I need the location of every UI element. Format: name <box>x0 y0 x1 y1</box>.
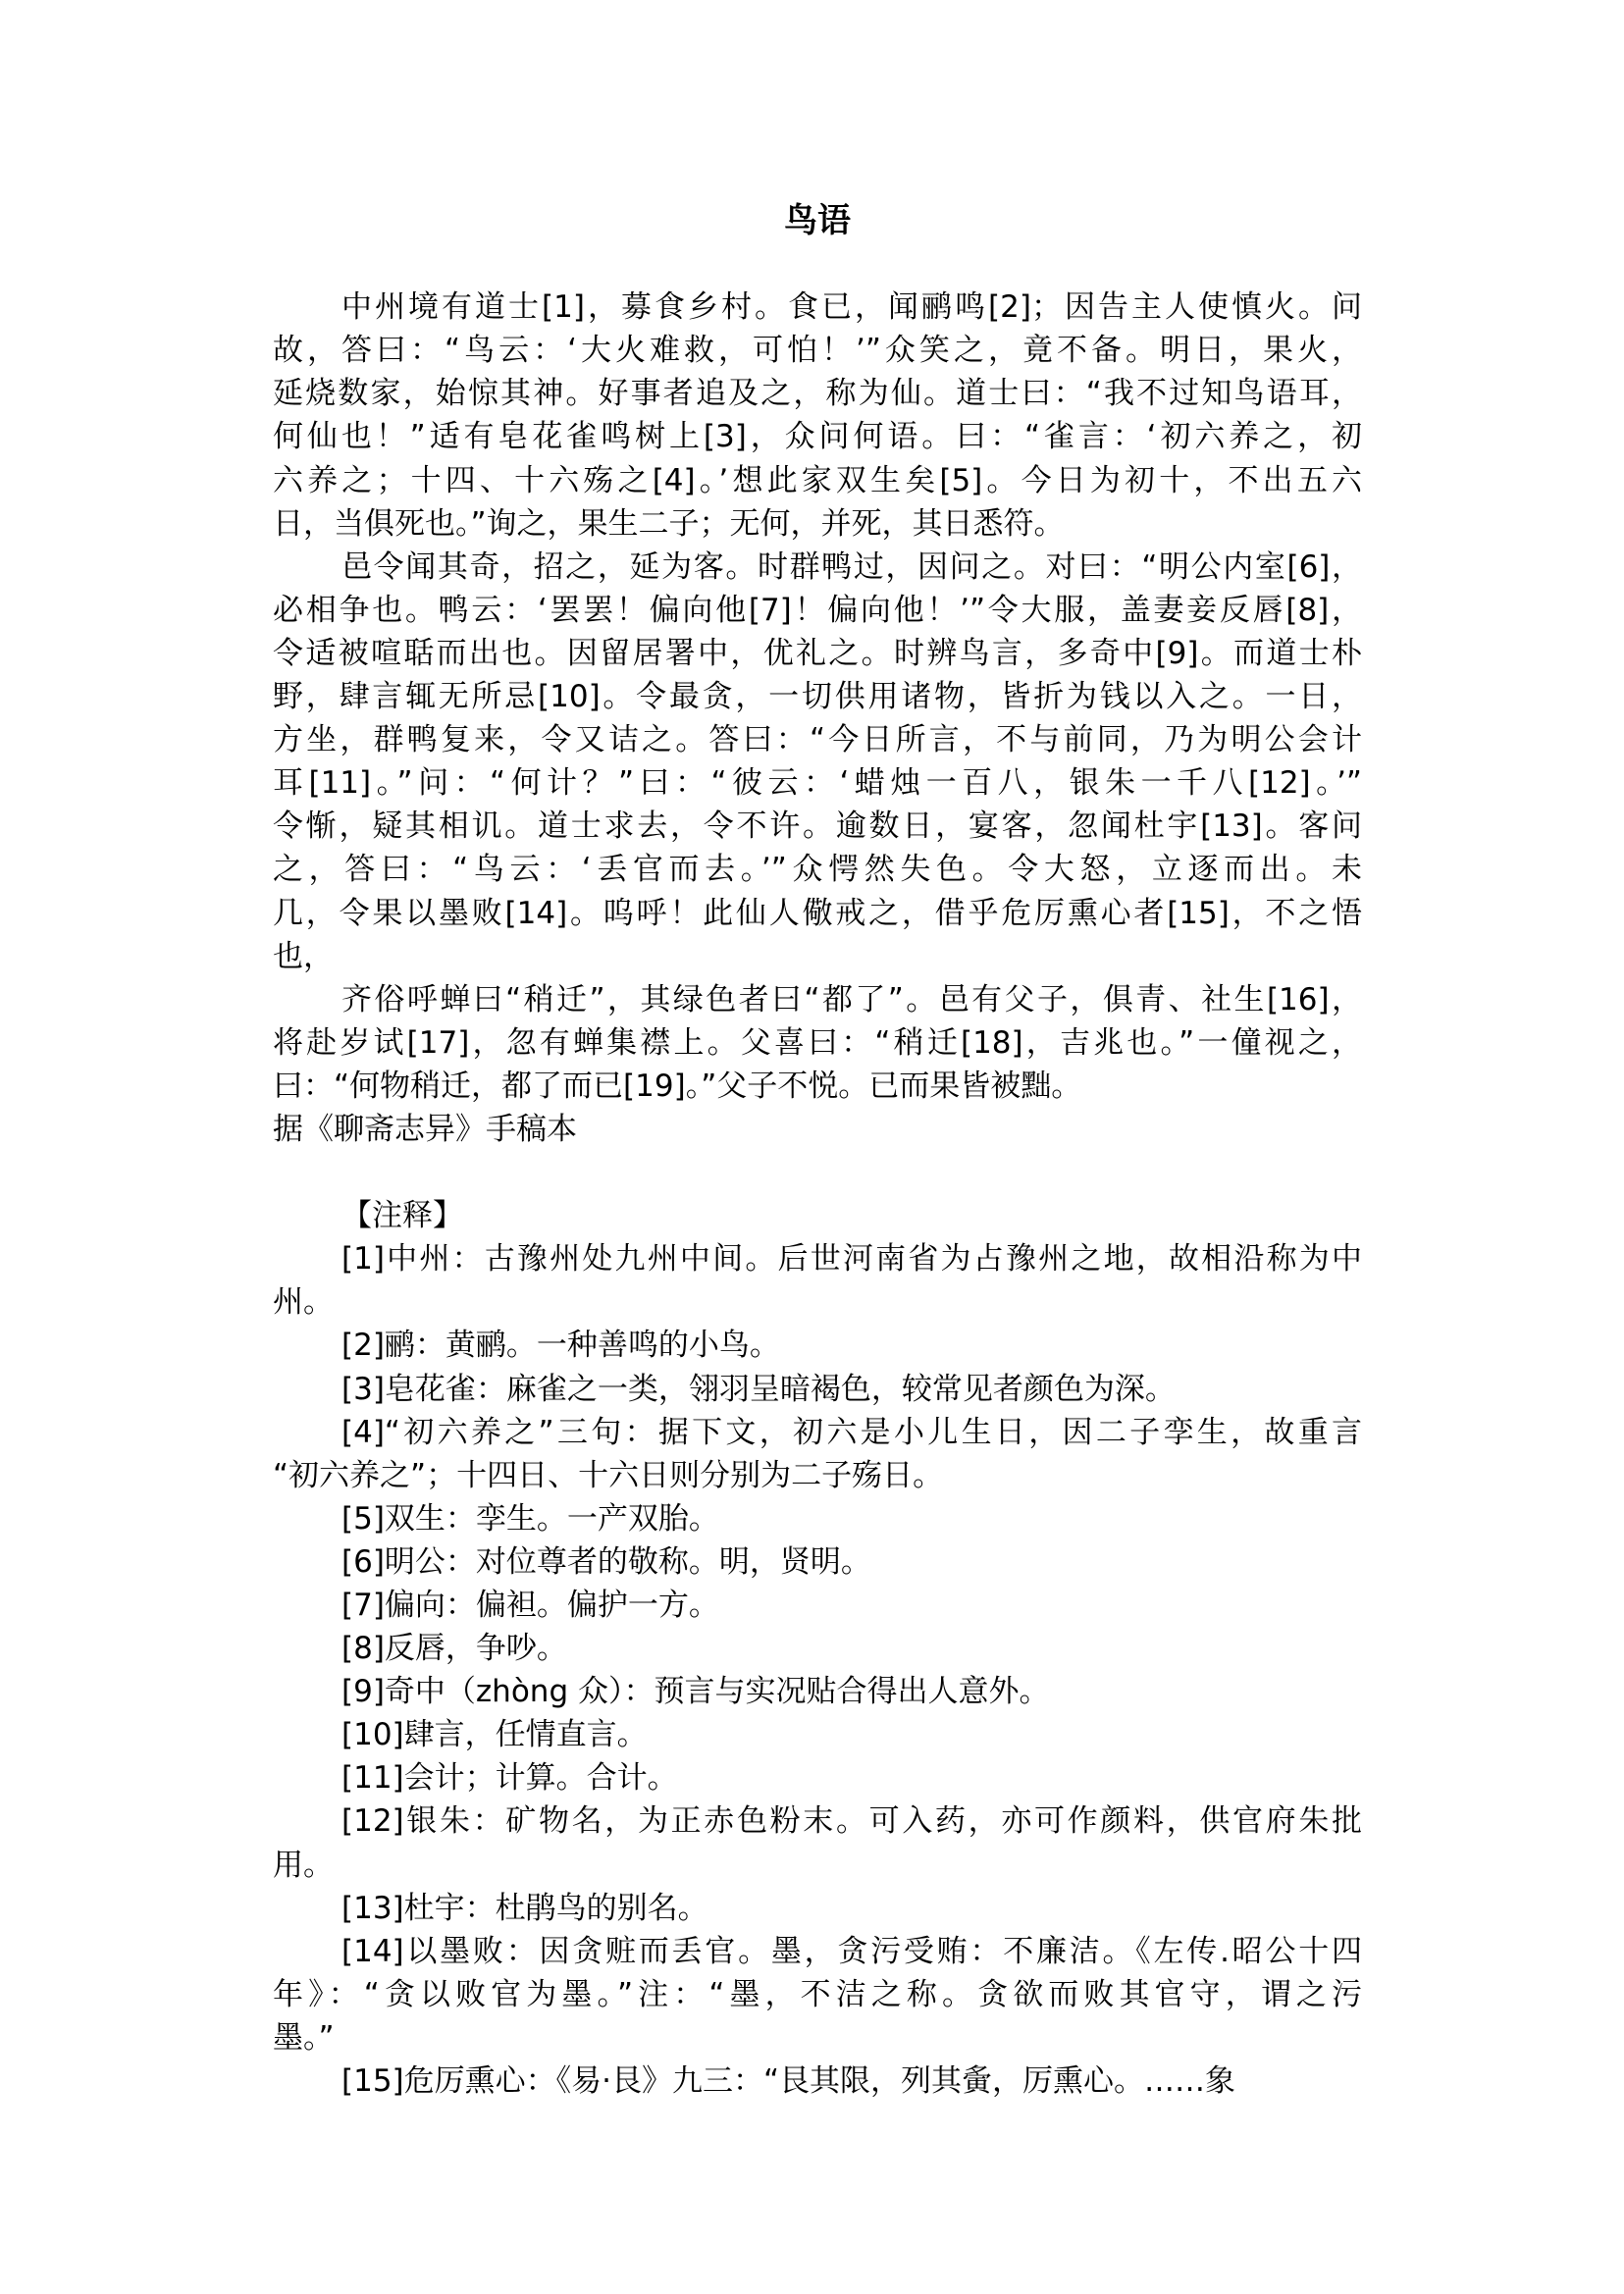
notes-heading: 【注释】 <box>341 1198 463 1234</box>
note-item <box>273 1368 1362 1411</box>
note-line: 州。 <box>273 1284 334 1321</box>
note-line: [1]中州：古豫州处九州中间。后世河南省为占豫州之地，故相沿称为中 <box>341 1241 1362 1277</box>
text-line: 野，肆言辄无所忌[10]。令最贪，一切供用诸物，皆折为钱以入之。一日， <box>273 679 1362 715</box>
note-line: 墨。” <box>273 2019 335 2056</box>
text-line: 将赴岁试[17]，忽有蝉集襟上。父喜曰：“稍迁[18]，吉兆也。”一僮视之， <box>273 1024 1362 1061</box>
text-line: 何仙也！”适有皂花雀鸣树上[3]，众问何语。曰：“雀言：‘初六养之，初 <box>273 419 1362 455</box>
document-content <box>273 199 1362 2103</box>
note-line: “初六养之”；十四日、十六日则分别为二子殇日。 <box>273 1457 944 1493</box>
blank-line <box>273 1151 1362 1194</box>
text-line: 延烧数家，始惊其神。好事者追及之，称为仙。道士曰：“我不过知鸟语耳， <box>273 376 1362 412</box>
text-line: 日，当俱死也。”询之，果生二子；无何，并死，其日悉符。 <box>273 505 1065 542</box>
note-line: 用。 <box>273 1847 334 1883</box>
text-line: 齐俗呼蝉曰“稍迁”，其绿色者曰“都了”。邑有父子，俱青、社生[16]， <box>341 981 1362 1017</box>
note-line: [2]鹂：黄鹂。一种善鸣的小鸟。 <box>341 1328 780 1364</box>
note-item <box>273 1799 1362 1886</box>
text-line: 令适被喧聒而出也。因留居署中，优礼之。时辨鸟言，多奇中[9]。而道士朴 <box>273 635 1362 671</box>
note-item <box>273 2059 1362 2103</box>
note-item <box>273 1584 1362 1627</box>
note-item <box>273 1713 1362 1756</box>
note-item <box>273 1237 1362 1324</box>
text-line: 邑令闻其奇，招之，延为客。时群鸭过，因问之。对曰：“明公内室[6]， <box>341 548 1362 585</box>
note-line: [12]银朱：矿物名，为正赤色粉末。可入药，亦可作颜料，供官府朱批 <box>341 1803 1362 1840</box>
note-item <box>273 1756 1362 1799</box>
paragraph <box>273 286 1362 546</box>
note-line: [9]奇中（zhòng 众）：预言与实况贴合得出人意外。 <box>341 1674 1050 1710</box>
page-title: 鸟语 <box>784 201 851 240</box>
text-line: 耳[11]。”问：“何计？”曰：“彼云：‘蜡烛一百八，银朱一千八[12]。’” <box>273 765 1362 802</box>
note-line: [8]反唇，争吵。 <box>341 1631 567 1667</box>
notes-list <box>273 1237 1362 2103</box>
note-line: [6]明公：对位尊者的敬称。明，贤明。 <box>341 1543 871 1580</box>
note-item <box>273 1497 1362 1540</box>
main-text <box>273 286 1362 1108</box>
note-item <box>273 1324 1362 1367</box>
text-line: 中州境有道士[1]，募食乡村。食已，闻鹂鸣[2]；因告主人使慎火。问 <box>341 289 1362 326</box>
note-line: [10]肆言，任情直言。 <box>341 1717 648 1753</box>
note-item <box>273 1627 1362 1670</box>
text-line: 故，答曰：“鸟云：‘大火难救，可怕！’”众笑之，竟不备。明日，果火， <box>273 333 1362 369</box>
text-line: 方坐，群鸭复来，令又诘之。答曰：“今日所言，不与前同，乃为明公会计 <box>273 722 1362 758</box>
text-line: 几，令果以墨败[14]。呜呼！此仙人儆戒之，借乎危厉熏心者[15]，不之悟 <box>273 895 1362 931</box>
note-line: [5]双生：孪生。一产双胎。 <box>341 1500 719 1537</box>
note-line: [4]“初六养之”三句：据下文，初六是小儿生日，因二子孪生，故重言 <box>341 1414 1362 1450</box>
note-line: [14]以墨败：因贪赃而丢官。墨，贪污受贿：不廉洁。《左传.昭公十四 <box>341 1933 1362 1969</box>
paragraph <box>273 546 1362 978</box>
text-line: 六养之；十四、十六殇之[4]。’想此家双生矣[5]。今日为初十，不出五六 <box>273 462 1362 498</box>
text-line: 也， <box>273 938 334 974</box>
note-item <box>273 1411 1362 1497</box>
text-line: 之，答曰：“鸟云：‘丢官而去。’”众愕然失色。令大怒，立逐而出。未 <box>273 852 1362 888</box>
note-line: [15]危厉熏心：《易·艮》九三：“艮其限，列其夤，厉熏心。……象 <box>341 2063 1236 2100</box>
source-citation: 据《聊斋志异》手稿本 <box>273 1111 577 1147</box>
paragraph <box>273 978 1362 1108</box>
note-item <box>273 1930 1362 2059</box>
note-line: 年》：“贪以败官为墨。”注：“墨，不洁之称。贪欲而败其官守，谓之污 <box>273 1976 1362 2012</box>
note-item <box>273 1540 1362 1584</box>
text-line: 曰：“何物稍迁，都了而已[19]。”父子不悦。已而果皆被黜。 <box>273 1068 1082 1104</box>
note-line: [3]皂花雀：麻雀之一类，翎羽呈暗褐色，较常见者颜色为深。 <box>341 1371 1176 1407</box>
note-item <box>273 1887 1362 1930</box>
note-line: [13]杜宇：杜鹃鸟的别名。 <box>341 1890 708 1926</box>
text-line: 必相争也。鸭云：‘罢罢！偏向他[7]！偏向他！’”令大服，盖妻妾反唇[8]， <box>273 592 1362 628</box>
note-line: [7]偏向：偏袒。偏护一方。 <box>341 1588 719 1623</box>
note-line: [11]会计；计算。合计。 <box>341 1760 678 1797</box>
text-line: 令惭，疑其相讥。道士求去，令不许。逾数日，宴客，忽闻杜宇[13]。客问 <box>273 808 1362 845</box>
note-item <box>273 1670 1362 1713</box>
